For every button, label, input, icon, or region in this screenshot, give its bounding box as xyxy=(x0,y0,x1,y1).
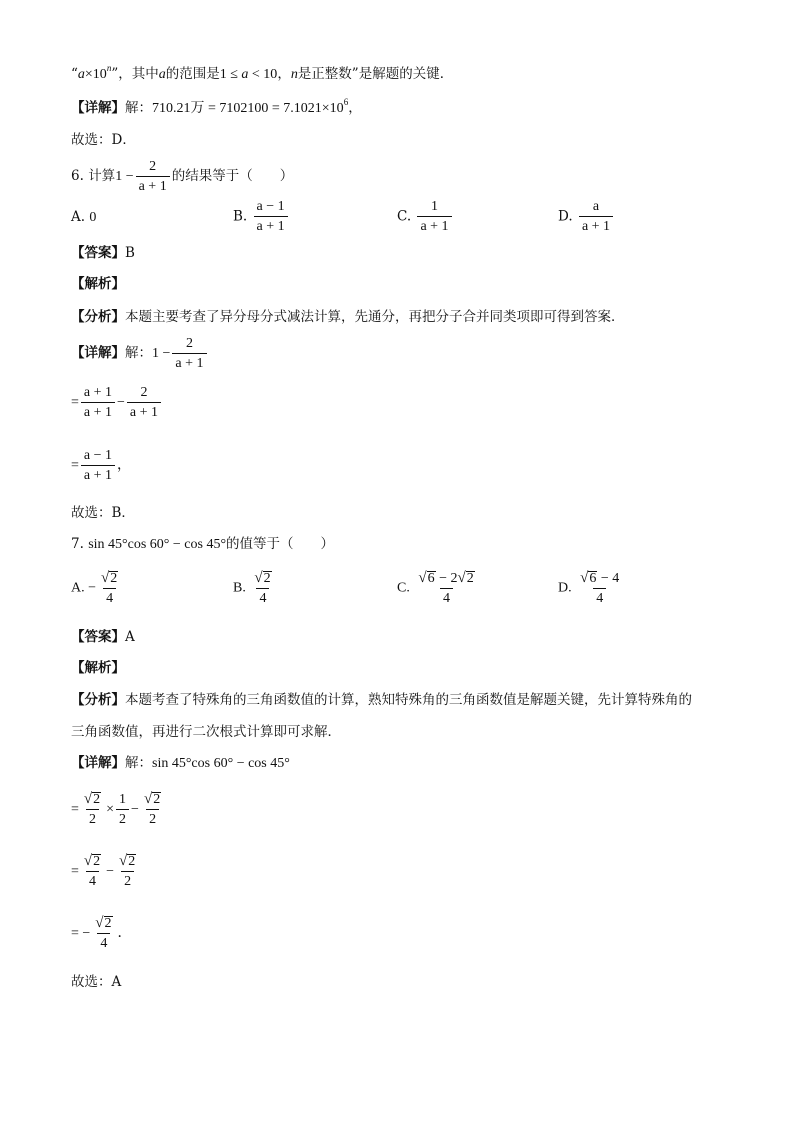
q6-answer-value: B xyxy=(125,245,135,261)
q5-suffix: ， xyxy=(348,100,362,116)
intro-line xyxy=(71,64,453,85)
q7-option-a: A. − √ 2 4 xyxy=(71,570,118,606)
q6-choice: 故选：B． xyxy=(71,505,135,521)
q6-analysis-label: 【解析】 xyxy=(71,276,125,292)
q7-step3: = − √ 2 4 ． xyxy=(71,915,132,952)
intro-n: n xyxy=(290,67,298,82)
detail-prefix: 解： xyxy=(125,100,152,116)
sci-coef: a xyxy=(77,67,85,82)
q7-stem-expr: sin 45°cos 60° − cos 45° xyxy=(88,537,227,552)
q6-number: 6. xyxy=(71,168,84,184)
q6-fenxi: 【分析】本题主要考查了异分母分式减法计算，先通分，再把分子合并同类项即可得到答案． xyxy=(71,309,625,325)
q7-analysis-label: 【解析】 xyxy=(71,660,125,676)
intro-text2: 的范围是 xyxy=(165,66,220,82)
q6-answer: 【答案】B xyxy=(71,245,135,261)
range-right: < 10 xyxy=(251,67,278,82)
intro-text1: ”，其中 xyxy=(111,66,159,82)
q6-stem-pre: 计算 xyxy=(88,168,116,184)
q6-one-minus: 1 − xyxy=(115,169,134,184)
sci-times: ×10 xyxy=(84,67,107,82)
q6-step1: = $\frac{a + 1}{a + 1}$ − $\frac{2}{a + 1}$ xyxy=(71,384,163,422)
q6-stem-post: 的结果等于（ ） xyxy=(171,168,294,184)
q7-step2: = √ 2 4 − √ 2 2 xyxy=(71,853,136,890)
q5-exp: 6 xyxy=(343,97,349,107)
detail-label: 【详解】 xyxy=(71,100,125,116)
q5-detail-line xyxy=(71,98,362,119)
q7-option-b: B. √ 2 4 xyxy=(233,570,271,606)
intro-text3: 是正整数”是解题的关键． xyxy=(297,66,454,82)
q5-choice: 故选：D． xyxy=(71,132,136,148)
q7-stem-post: 的值等于（ ） xyxy=(226,536,335,552)
q5-expr: 710.21万 = 7102100 = 7.1021×10 xyxy=(152,101,344,116)
q7-answer-value: A xyxy=(125,629,135,645)
q7-choice: 故选：A xyxy=(71,974,122,990)
q6-detail: 【详解】解：1 − $\frac{2}{a + 1}$ xyxy=(71,334,209,373)
q6-option-d: D. $\frac{a}{a + 1}$ xyxy=(558,198,615,235)
q7-option-d: D. √ 6 − 4 4 xyxy=(558,570,620,606)
q7-stem xyxy=(71,534,334,555)
q6-stem-fraction: $\frac{2}{a + 1}$ xyxy=(136,158,170,195)
sci-exp: n xyxy=(106,63,112,73)
intro-a: a xyxy=(158,67,166,82)
intro-sep: ， xyxy=(277,66,291,82)
q7-fenxi-1: 【分析】本题考查了特殊角的三角函数值的计算，熟知特殊角的三角函数值是解题关键，先计算特殊角的 xyxy=(71,692,692,708)
q6-step2: = $\frac{a - 1}{a + 1}$ ， xyxy=(71,448,132,484)
q6-option-c: C. $\frac{1}{a + 1}$ xyxy=(397,198,454,235)
q6-option-b: B. $\frac{a - 1}{a + 1}$ xyxy=(233,198,290,235)
q7-step1: = √ 2 2 × $\frac{1}{2}$ − √ 2 2 xyxy=(71,791,161,828)
q6-stem xyxy=(71,158,293,195)
q7-number: 7. xyxy=(71,536,84,552)
q7-option-c: C. √ 6 − 2 √ 2 4 xyxy=(397,570,474,606)
range-left: 1 ≤ xyxy=(219,67,238,82)
q7-detail: 【详解】解：sin 45°cos 60° − cos 45° xyxy=(71,755,290,771)
q6-option-a: A. 0 xyxy=(71,209,97,225)
range-a: a xyxy=(241,67,249,82)
q7-fenxi-2: 三角函数值，再进行二次根式计算即可求解． xyxy=(71,724,341,740)
quote-open: “ xyxy=(71,66,78,82)
q7-answer: 【答案】A xyxy=(71,629,135,645)
